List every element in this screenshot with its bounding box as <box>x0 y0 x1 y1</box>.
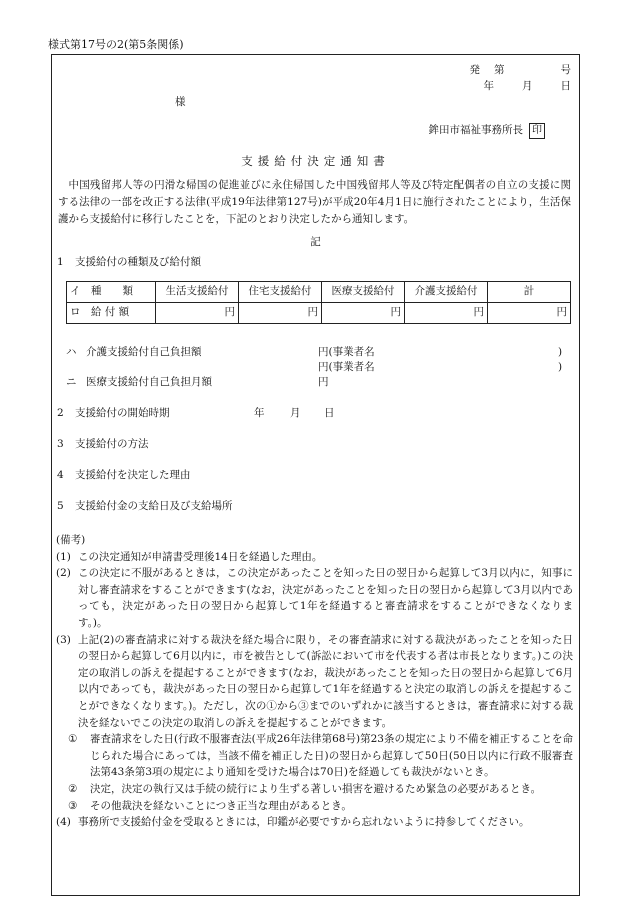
document-title: 支援給付決定通知書 <box>241 154 390 168</box>
date-month-label: 月 <box>522 80 533 92</box>
note-number: (4) <box>56 816 71 829</box>
ki-heading: 記 <box>310 236 321 248</box>
subnote-number: ② <box>68 782 78 795</box>
benefit-amount-table <box>66 281 571 324</box>
subnote-item <box>68 798 573 815</box>
section-4-number: 4 <box>57 469 64 481</box>
seal-mark: 印 <box>529 123 545 139</box>
section-3 <box>57 437 149 452</box>
section-5-label: 支援給付金の支給日及び支給場所 <box>75 500 233 512</box>
issue-number-line <box>470 63 572 78</box>
section-1-label: 支援給付の種類及び給付額 <box>75 256 201 268</box>
intro-paragraph: 中国残留邦人等の円滑な帰国の促進並びに永住帰国した中国残留邦人等及び特定配偶者の自立の支援に関する法律の一部を改正する法律(平成19年法律第127号)が平成20年4月1日に施行されたことにより，生活保護から支援給付に移行したことを，下記のとおり決定したから通知します。 <box>58 179 571 225</box>
note-text: この決定通知が申請書受理後14日を経過した理由。 <box>78 550 323 563</box>
table-header-housing: 住宅支援給付 <box>239 282 322 303</box>
date-day-label: 日 <box>560 80 571 92</box>
section-3-number: 3 <box>57 438 64 450</box>
go-label: 号 <box>560 64 571 76</box>
medical-copay-value: 円 <box>318 376 329 388</box>
start-year-label: 年 <box>254 407 265 419</box>
note-item <box>56 814 573 831</box>
care-copay-item <box>66 345 202 360</box>
note-number: (1) <box>56 550 71 563</box>
section-4-label: 支援給付を決定した理由 <box>75 469 191 481</box>
table-header-living: 生活支援給付 <box>156 282 239 303</box>
subnote-number: ③ <box>68 799 78 812</box>
note-text: 事務所で支援給付金を受取るときには，印鑑が必要ですから忘れないように持参してください。 <box>78 816 530 829</box>
section-2 <box>57 406 170 421</box>
note-item <box>56 549 573 566</box>
note-text: この決定に不服があるときは，この決定があったことを知った日の翌日から起算して3月以内に，知事に対し審査請求をすることができます(なお，決定があったことを知った日の翌日から起算して3月以内であっても，決定があった日の翌日から起算して1年を経過すると審査請求をすることができなくなります。)。 <box>78 567 573 629</box>
medical-copay-label: 医療支援給付自己負担月額 <box>86 376 212 388</box>
section-2-label: 支援給付の開始時期 <box>75 407 170 419</box>
table-cell-care: 円 <box>405 303 488 324</box>
section-5 <box>57 499 233 514</box>
care-copay-number: ハ <box>66 346 77 358</box>
table-header-row <box>67 282 571 303</box>
table-cell-living: 円 <box>156 303 239 324</box>
medical-copay-item <box>66 375 212 390</box>
subnote-text: 審査請求をした日(行政不服審査法(平成26年法律第68号)第23条の規定により不備を補正することを命じられた場合にあっては，当該不備を補正した日)の翌日から起算して50日(50日以内に行政不服審査法第43条第3項の規定により通知を受けた場合は70日)を経過しても裁決がないとき。 <box>90 733 573 779</box>
table-row <box>67 303 571 324</box>
addressee-suffix: 様 <box>175 96 186 108</box>
table-cell-total: 円 <box>488 303 571 324</box>
section-2-number: 2 <box>57 407 64 419</box>
issue-date-line <box>484 79 572 94</box>
subnote-text: その他裁決を経ないことにつき正当な理由があるとき。 <box>90 799 352 812</box>
note-number: (2) <box>56 567 71 580</box>
medical-copay-number: ニ <box>66 376 77 388</box>
table-cell-medical: 円 <box>322 303 405 324</box>
notes-block <box>56 532 573 831</box>
subnote-text: 決定，決定の執行又は手続の続行により生ずる著しい損害を避けるため緊急の必要があるとき。 <box>90 782 542 795</box>
hatsu-label: 発 <box>469 64 480 76</box>
subnote-number: ① <box>68 733 78 746</box>
subnote-item <box>68 781 573 798</box>
start-day-label: 日 <box>324 407 335 419</box>
note-text: 上記(2)の審査請求に対する裁決を経た場合に限り，その審査請求に対する裁決があったことを知った日の翌日から起算して6月以内に，市を被告として(訴訟において市を代表する者は市長となります。)この決定の取消しの訴えを提起することができます(なお，裁決があったことを知った日の翌日から起算して6月以内であっても，裁決があった日の翌日から起算して1年を経過すると決定の取消しの訴えを提起することができなくなります。)。ただし，次の①から③までのいずれかに該当するときは，審査請求に対する裁決を経ないでこの決定の取消しの訴えを提起することができます。 <box>78 633 573 729</box>
date-year-label: 年 <box>483 80 494 92</box>
subnote-item <box>68 731 573 781</box>
start-month-label: 月 <box>290 407 301 419</box>
section-4 <box>57 468 191 483</box>
issuer <box>429 123 546 139</box>
care-copay-line-2: 円(事業者名 <box>318 361 375 373</box>
form-number-label: 様式第17号の2(第5条関係) <box>48 38 184 51</box>
notes-title: (備考) <box>56 534 86 546</box>
table-cell-housing: 円 <box>239 303 322 324</box>
table-row-label: ロ 給 付 額 <box>67 303 156 324</box>
care-copay-close-2: ) <box>558 361 563 373</box>
note-number: (3) <box>56 633 71 646</box>
table-header-medical: 医療支援給付 <box>322 282 405 303</box>
section-1 <box>57 255 201 270</box>
dai-label: 第 <box>494 64 505 76</box>
issuer-name: 鉾田市福祉事務所長 <box>428 124 523 136</box>
section-5-number: 5 <box>57 500 64 512</box>
table-header-total: 計 <box>488 282 571 303</box>
note-item <box>56 565 573 631</box>
care-copay-label: 介護支援給付自己負担額 <box>86 346 202 358</box>
section-1-number: 1 <box>57 256 64 268</box>
care-copay-close-1: ) <box>558 346 563 358</box>
table-header-type: イ 種 類 <box>67 282 156 303</box>
care-copay-line-1: 円(事業者名 <box>318 346 375 358</box>
document-frame <box>51 54 580 896</box>
table-header-care: 介護支援給付 <box>405 282 488 303</box>
section-3-label: 支援給付の方法 <box>75 438 149 450</box>
note-item <box>56 632 573 732</box>
